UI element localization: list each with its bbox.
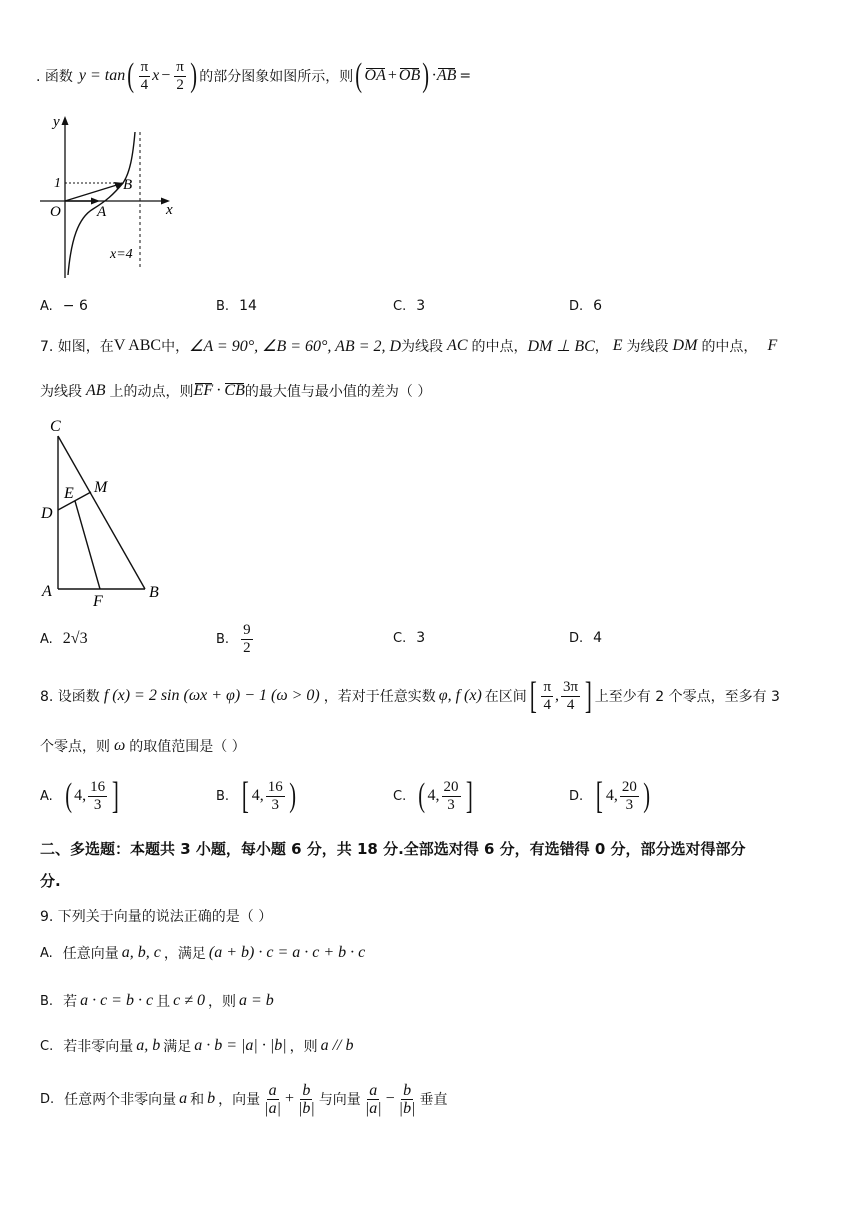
q7-fig-e: E	[64, 485, 74, 502]
q9-stem: 9. 下列关于向量的说法正确的是（ ）	[40, 909, 273, 925]
q8-option-b: B. [ 4, $\frac{16}{3}$ )	[216, 775, 296, 817]
q6-plus: +	[387, 67, 397, 84]
q7-perp: DM ⊥ BC	[527, 338, 595, 355]
q6-stem-mid: 的部分图象如图所示，则	[199, 69, 354, 85]
q6-paren-right: )	[190, 57, 197, 94]
q6-paren2-right: )	[422, 57, 430, 94]
q7-fig-a: A	[42, 583, 52, 600]
q8-option-c: C. ( 4, $\frac{20}{3}$ ]	[393, 775, 473, 817]
section2-header-line2: 分.	[40, 872, 61, 890]
q7-stem-line1: 7. 如图，在 V ABC 中， ∠A = 90°, ∠B = 60°, AB = 2, D 为线段 AC 的中点， DM ⊥ BC ， E 为线段 DM 的中点， F	[40, 337, 778, 355]
q7-fig-d: D	[41, 505, 53, 522]
q6-frac-pi-2: $\frac{\pi}{2}$	[176, 58, 184, 93]
q7-fig-b: B	[149, 584, 159, 601]
q6-x-var: x	[152, 67, 160, 84]
q6-vec-oa: OA	[364, 67, 386, 84]
q9-option-a: A. 任意向量 a, b, c ，满足 (a + b) · c = a · c + b · c	[40, 944, 366, 962]
q6-fig-origin: O	[50, 204, 61, 220]
q6-func-lhs: y = tan	[78, 67, 126, 84]
q6-stem-prefix: . 函数	[36, 69, 73, 85]
q6-minus: −	[161, 67, 171, 84]
q7-fig-m: M	[94, 479, 108, 496]
q7-conditions: ∠A = 90°, ∠B = 60°, AB = 2, D	[189, 338, 402, 355]
q6-paren2-left: (	[355, 57, 363, 94]
q7-vec-cb: CB	[224, 382, 245, 399]
q6-stem	[36, 56, 471, 96]
q6-vec-ob: OB	[398, 67, 421, 84]
q9-option-d: D. 任意两个非零向量 a 和 b ，向量 $\frac{a}{|a|}$ + $\frac{b}{|b|}$ 与向量 $\frac{a}{|a|}$ − $\frac{b}{|b|}$ 垂直	[40, 1081, 448, 1117]
q6-option-b: B. 14	[216, 298, 257, 314]
q9-option-b: B. 若 a · c = b · c 且 c ≠ 0 ，则 a = b	[40, 992, 274, 1010]
q7-option-d: D. 4	[569, 630, 603, 646]
q7-option-b: B. $\frac{9}{2}$	[216, 621, 251, 656]
section2-header-line1: 二、多选题：本题共 3 小题，每小题 6 分，共 18 分.全部选对得 6 分，有选错得 0 分，部分选对得部分	[40, 840, 746, 858]
q6-option-d: D. 6	[569, 298, 603, 314]
q8-stem-line1: 8. 设函数 f (x) = 2 sin (ωx + φ) − 1 (ω > 0) ，若对于任意实数 φ, f (x) 在区间 [ $\frac{\pi}{4}$ , $\frac{3\pi}{4}$ ] 上至少有 2 个零点，至多有 3	[40, 675, 780, 717]
q6-option-a: A. − 6	[40, 298, 88, 314]
q8-option-a: A. ( 4, $\frac{16}{3}$ ]	[40, 775, 119, 817]
q8-option-d: D. [ 4, $\frac{20}{3}$ )	[569, 775, 650, 817]
q7-stem-line2: 为线段 AB 上的动点，则 EF · CB 的最大值与最小值的差为（ ）	[40, 382, 432, 400]
q6-vec-ab: AB	[436, 67, 457, 84]
q6-fig-tick-1: 1	[54, 176, 61, 191]
q6-dot: ·	[431, 67, 437, 84]
q9-option-c: C. 若非零向量 a, b 满足 a · b = |a| · |b| ，则 a // b	[40, 1037, 354, 1055]
q6-eq: =	[459, 68, 472, 84]
q6-fig-x-label: x	[166, 202, 173, 218]
q7-fig-f: F	[93, 593, 103, 610]
q7-option-a: A. 2√3	[40, 630, 88, 647]
q6-fig-point-b: B	[123, 177, 133, 193]
q7-fig-c: C	[50, 418, 61, 435]
q6-tan-graph	[38, 110, 188, 280]
q6-fig-point-a: A	[97, 204, 107, 220]
q6-fig-y-label: y	[53, 114, 60, 130]
q6-frac-pi-4: $\frac{\pi}{4}$	[140, 58, 149, 93]
q7-triangle-figure	[38, 414, 168, 610]
q7-vec-ef: EF	[193, 382, 214, 399]
q6-fig-asymptote: x=4	[110, 247, 133, 262]
q7-triangle: V ABC	[113, 337, 162, 354]
q6-paren-left: (	[127, 57, 135, 94]
q8-function: f (x) = 2 sin (ωx + φ) − 1 (ω > 0)	[103, 687, 320, 704]
q6-option-c: C. 3	[393, 298, 426, 314]
q8-stem-line2: 个零点，则 ω 的取值范围是（ ）	[40, 737, 246, 755]
q7-option-c: C. 3	[393, 630, 426, 646]
